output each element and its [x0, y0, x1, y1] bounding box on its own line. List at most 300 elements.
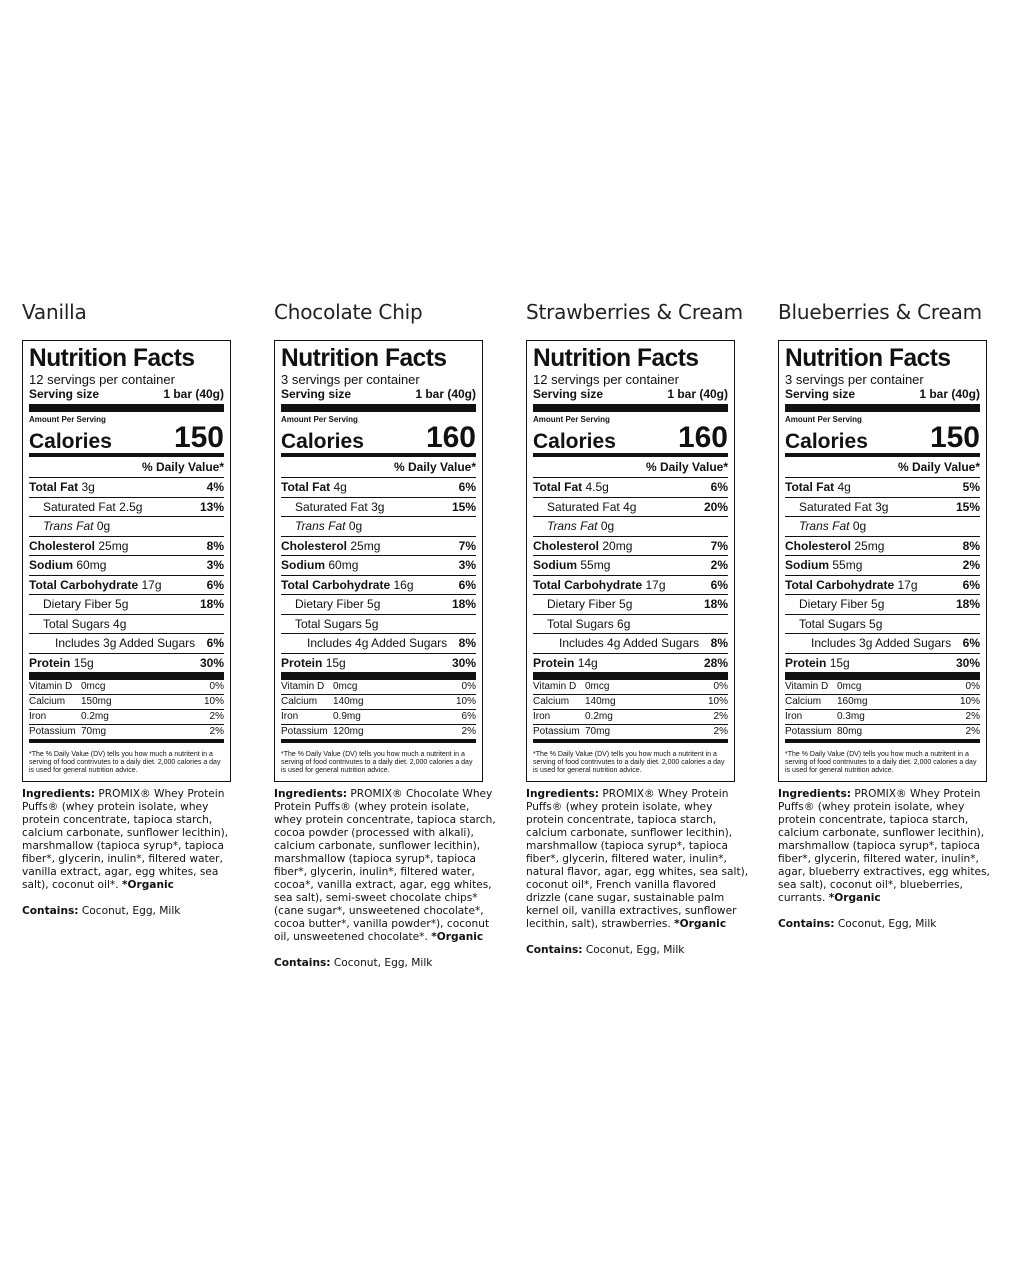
nutrient-amount: 0g [348, 519, 363, 533]
mineral-label: Vitamin D [281, 681, 325, 692]
nutrient-amount: 5g [869, 616, 883, 631]
nutrient-pct: 6% [962, 577, 980, 592]
nutrition-facts-title: Nutrition Facts [281, 344, 447, 372]
nutrient-amount: 55mg [832, 558, 863, 572]
amount-per-serving: Amount Per Serving [785, 415, 862, 424]
added-sugars-row [785, 634, 980, 654]
allergen-contains [274, 957, 498, 970]
sodium-row [785, 556, 980, 576]
nutrient-label: Total Sugars [43, 616, 110, 631]
nutrient-label: Total Fat [29, 480, 79, 494]
flavor-title: Blueberries & Cream [778, 300, 982, 324]
nutrient-amount: 14g [577, 655, 598, 670]
nutrient-label: Cholesterol [533, 538, 600, 553]
iron-row [281, 710, 476, 725]
product-column [274, 300, 498, 970]
calories-label: Calories [785, 430, 868, 453]
nutrient-label: Sodium [29, 558, 73, 572]
nutrient-amount: 5g [365, 616, 379, 631]
nutrient-label: Cholesterol [785, 538, 852, 553]
daily-value-header: % Daily Value* [785, 457, 980, 478]
added-sugars-row [29, 634, 224, 654]
servings-per-container: 12 servings per container [533, 372, 679, 387]
mineral-amount: 0.3mg [837, 711, 865, 722]
servings-per-container: 12 servings per container [29, 372, 175, 387]
nutrient-label: Trans Fat [547, 519, 598, 533]
includes-label: Includes [559, 636, 604, 650]
ingredients-label: Ingredients: [526, 788, 600, 800]
serving-size-value: 1 bar (40g) [667, 387, 728, 401]
nutrient-label: Saturated Fat [43, 499, 116, 514]
nutrient-label: Total Fat [281, 480, 331, 494]
organic-note: *Organic [828, 892, 881, 904]
nutrient-amount: 15g [325, 655, 346, 670]
calories-value: 150 [173, 421, 224, 454]
contains-label: Contains: [274, 957, 331, 969]
contains-list: Coconut, Egg, Milk [333, 957, 433, 969]
nutrient-label: Protein [281, 655, 323, 670]
nutrient-label: Dietary Fiber [295, 597, 364, 611]
nutrient-amount: 25mg [350, 538, 381, 553]
daily-value-footnote: *The % Daily Value (DV) tells you how much a nutritent in a serving of food contrivutes to a daily diet. 2,000 calories a day is used for general nutrition advice. [533, 751, 725, 774]
nutrient-pct: 7% [710, 538, 728, 553]
calcium-row [785, 695, 980, 710]
product-column [526, 300, 750, 957]
serving-size-value: 1 bar (40g) [415, 387, 476, 401]
daily-value-header: % Daily Value* [281, 457, 476, 478]
nutrient-amount: 4g [837, 480, 851, 494]
allergen-contains [526, 944, 750, 957]
flavor-title: Strawberries & Cream [526, 300, 743, 324]
nutrient-amount: 17g [141, 577, 162, 592]
calories-row [785, 421, 980, 457]
organic-note: *Organic [431, 931, 484, 943]
nutrition-facts-title: Nutrition Facts [785, 344, 951, 372]
nutrient-pct: 4% [206, 480, 224, 494]
nutrient-label: Total Fat [533, 480, 583, 494]
serving-size-row [29, 387, 224, 412]
mineral-label: Iron [533, 711, 551, 722]
cholesterol-row [785, 537, 980, 557]
nutrient-amount: 60mg [328, 558, 359, 572]
nutrient-label: Sodium [281, 558, 325, 572]
nutrient-pct: 6% [710, 577, 728, 592]
nutrient-label: Added Sugars [623, 636, 700, 650]
contains-label: Contains: [22, 905, 79, 917]
serving-size-value: 1 bar (40g) [163, 387, 224, 401]
calories-value: 160 [425, 421, 476, 454]
daily-value-footnote: *The % Daily Value (DV) tells you how much a nutritent in a serving of food contrivutes to a daily diet. 2,000 calories a day is used for general nutrition advice. [785, 751, 977, 774]
nutrient-pct: 28% [703, 655, 728, 670]
mineral-amount: 0mcg [585, 681, 610, 692]
nutrient-label: Total Sugars [547, 616, 614, 631]
dietary-fiber-row [785, 595, 980, 615]
mineral-pct: 2% [713, 726, 728, 737]
mineral-amount: 70mg [585, 726, 611, 737]
nutrient-label: Cholesterol [29, 538, 96, 553]
nutrition-facts-label [274, 340, 483, 782]
nutrient-pct: 30% [451, 655, 476, 670]
nutrient-pct: 30% [199, 655, 224, 670]
nutrient-pct: 15% [955, 499, 980, 514]
mineral-label: Potassium [533, 726, 580, 737]
nutrient-pct: 5% [962, 480, 980, 494]
mineral-pct: 0% [713, 681, 728, 692]
ingredients-label: Ingredients: [778, 788, 852, 800]
serving-size-label: Serving size [785, 387, 856, 401]
dietary-fiber-row [533, 595, 728, 615]
sodium-row [29, 556, 224, 576]
nutrient-label: Trans Fat [799, 519, 850, 533]
mineral-pct: 10% [707, 696, 728, 707]
contains-list: Coconut, Egg, Milk [81, 905, 181, 917]
mineral-amount: 150mg [81, 696, 112, 707]
nutrient-amount: 60mg [76, 558, 107, 572]
calories-value: 150 [929, 421, 980, 454]
contains-list: Coconut, Egg, Milk [837, 918, 937, 930]
nutrient-amount: 0g [96, 519, 111, 533]
cholesterol-row [29, 537, 224, 557]
total-fat-row [281, 478, 476, 498]
added-sugars-row [281, 634, 476, 654]
saturated-fat-row [785, 498, 980, 518]
iron-row [785, 710, 980, 725]
serving-size-label: Serving size [533, 387, 604, 401]
flavor-title: Vanilla [22, 300, 87, 324]
amount-per-serving: Amount Per Serving [281, 415, 358, 424]
mineral-amount: 120mg [333, 726, 364, 737]
nutrient-pct: 7% [458, 538, 476, 553]
nutrient-pct: 2% [710, 558, 728, 572]
nutrient-label: Dietary Fiber [547, 597, 616, 611]
serving-size-value: 1 bar (40g) [919, 387, 980, 401]
mineral-label: Iron [281, 711, 299, 722]
amount-per-serving: Amount Per Serving [533, 415, 610, 424]
nutrient-amount: 0g [852, 519, 867, 533]
ingredients-label: Ingredients: [274, 788, 348, 800]
mineral-label: Calcium [29, 696, 66, 707]
total-carbohydrate-row [533, 576, 728, 596]
nutrient-amount: 5g [367, 597, 381, 611]
nutrient-label: Dietary Fiber [799, 597, 868, 611]
nutrient-amount: 3g [103, 636, 117, 650]
nutrient-label: Saturated Fat [799, 499, 872, 514]
nutrient-label: Cholesterol [281, 538, 348, 553]
calories-label: Calories [29, 430, 112, 453]
trans-fat-row [785, 517, 980, 537]
nutrient-pct: 6% [458, 577, 476, 592]
calories-value: 160 [677, 421, 728, 454]
vitamin-d-row [533, 680, 728, 695]
contains-list: Coconut, Egg, Milk [585, 944, 685, 956]
nutrient-amount: 55mg [580, 558, 611, 572]
servings-per-container: 3 servings per container [785, 372, 924, 387]
nutrient-label: Sodium [785, 558, 829, 572]
nutrient-amount: 4g [113, 616, 127, 631]
mineral-pct: 0% [461, 681, 476, 692]
potassium-row [29, 725, 224, 743]
nutrient-pct: 15% [451, 499, 476, 514]
nutrient-label: Protein [29, 655, 71, 670]
total-sugars-row [281, 615, 476, 635]
mineral-amount: 0.2mg [585, 711, 613, 722]
calories-row [281, 421, 476, 457]
ingredients-text [778, 788, 1002, 905]
dietary-fiber-row [29, 595, 224, 615]
mineral-pct: 2% [461, 726, 476, 737]
nutrient-amount: 25mg [98, 538, 129, 553]
mineral-pct: 10% [203, 696, 224, 707]
nutrient-label: Total Sugars [799, 616, 866, 631]
iron-row [29, 710, 224, 725]
mineral-pct: 2% [965, 711, 980, 722]
nutrient-label: Protein [785, 655, 827, 670]
calories-row [29, 421, 224, 457]
mineral-amount: 80mg [837, 726, 863, 737]
nutrient-pct: 6% [206, 577, 224, 592]
mineral-label: Calcium [281, 696, 318, 707]
mineral-pct: 2% [209, 711, 224, 722]
nutrient-amount: 0g [600, 519, 615, 533]
saturated-fat-row [29, 498, 224, 518]
protein-row [29, 654, 224, 681]
trans-fat-row [29, 517, 224, 537]
nutrient-label: Total Fat [785, 480, 835, 494]
nutrient-amount: 4g [607, 636, 621, 650]
nutrient-amount: 25mg [854, 538, 885, 553]
product-column [22, 300, 246, 918]
vitamin-d-row [281, 680, 476, 695]
nutrient-amount: 3g [81, 480, 95, 494]
ingredients-text [22, 788, 246, 892]
nutrient-amount: 15g [73, 655, 94, 670]
flavor-title: Chocolate Chip [274, 300, 423, 324]
mineral-pct: 2% [965, 726, 980, 737]
mineral-amount: 140mg [585, 696, 616, 707]
saturated-fat-row [533, 498, 728, 518]
nutrient-amount: 3g [875, 499, 889, 514]
nutrient-pct: 8% [458, 636, 476, 650]
total-fat-row [29, 478, 224, 498]
vitamin-d-row [785, 680, 980, 695]
mineral-label: Iron [785, 711, 803, 722]
nutrient-label: Total Carbohydrate [785, 577, 895, 592]
serving-size-label: Serving size [281, 387, 352, 401]
nutrient-pct: 20% [703, 499, 728, 514]
ingredients-list: PROMIX® Whey Protein Puffs® (whey protein isolate, whey protein concentrate, tapioca starch, calcium carbonate, sunflower lecithin), marshmallow (tapioca syrup*, tapioca fiber*, glycerin, filtered water, inulin*, natural flavor, agar, egg whites, sea salt), coconut oil*, French vanilla flavored drizzle (cane sugar, sustainable palm kernel oil, vanilla extractives, sunflower lecithin, salt), strawberries. [526, 788, 749, 930]
mineral-pct: 2% [713, 711, 728, 722]
nutrient-amount: 3g [859, 636, 873, 650]
mineral-amount: 70mg [81, 726, 107, 737]
nutrient-label: Added Sugars [371, 636, 448, 650]
total-carbohydrate-row [29, 576, 224, 596]
calories-row [533, 421, 728, 457]
includes-label: Includes [811, 636, 856, 650]
contains-label: Contains: [778, 918, 835, 930]
nutrition-facts-title: Nutrition Facts [533, 344, 699, 372]
ingredients-list: PROMIX® Whey Protein Puffs® (whey protein isolate, whey protein concentrate, tapioca starch, calcium carbonate, sunflower lecithin), marshmallow (tapioca syrup*, tapioca fiber*, glycerin, inulin*, filtered water, vanilla extract, agar, egg whites, sea salt), coconut oil*. [22, 788, 229, 891]
serving-size-row [785, 387, 980, 412]
allergen-contains [22, 905, 246, 918]
total-fat-row [785, 478, 980, 498]
nutrient-label: Dietary Fiber [43, 597, 112, 611]
total-carbohydrate-row [281, 576, 476, 596]
contains-label: Contains: [526, 944, 583, 956]
mineral-pct: 10% [455, 696, 476, 707]
nutrient-pct: 8% [206, 538, 224, 553]
mineral-label: Vitamin D [533, 681, 577, 692]
sodium-row [533, 556, 728, 576]
mineral-pct: 0% [965, 681, 980, 692]
added-sugars-row [533, 634, 728, 654]
ingredients-list: PROMIX® Whey Protein Puffs® (whey protein isolate, whey protein concentrate, tapioca starch, calcium carbonate, sunflower lecithin), marshmallow (tapioca syrup*, tapioca fiber*, glycerin, filtered water, inulin*, agar, blueberry extractives, egg whites, sea salt), coconut oil*, blueberries, currants. [778, 788, 990, 904]
nutrient-label: Added Sugars [119, 636, 196, 650]
nutrient-pct: 2% [962, 558, 980, 572]
nutrient-label: Total Carbohydrate [29, 577, 139, 592]
mineral-amount: 0.2mg [81, 711, 109, 722]
nutrient-amount: 4g [333, 480, 347, 494]
total-sugars-row [785, 615, 980, 635]
serving-size-row [281, 387, 476, 412]
total-fat-row [533, 478, 728, 498]
mineral-label: Vitamin D [29, 681, 73, 692]
nutrient-amount: 3g [371, 499, 385, 514]
nutrient-label: Saturated Fat [547, 499, 620, 514]
nutrient-pct: 18% [451, 597, 476, 611]
nutrition-facts-label [778, 340, 987, 782]
amount-per-serving: Amount Per Serving [29, 415, 106, 424]
mineral-label: Vitamin D [785, 681, 829, 692]
ingredients-text [526, 788, 750, 931]
serving-size-label: Serving size [29, 387, 100, 401]
serving-size-row [533, 387, 728, 412]
daily-value-footnote: *The % Daily Value (DV) tells you how much a nutritent in a serving of food contrivutes to a daily diet. 2,000 calories a day is used for general nutrition advice. [29, 751, 221, 774]
nutrient-pct: 6% [206, 636, 224, 650]
nutrient-amount: 5g [619, 597, 633, 611]
mineral-amount: 0mcg [837, 681, 862, 692]
ingredients-list: PROMIX® Chocolate Whey Protein Puffs® (whey protein isolate, whey protein concentrate, tapioca starch, cocoa powder (processed with alkali), calcium carbonate, sunflower lecithin), marshmallow (tapioca syrup*, tapioca fiber*, glycerin, inulin*, filtered water, cocoa*, vanilla extract, agar, egg whites, sea salt), semi-sweet chocolate chips* (cane sugar*, unsweetened chocolate*, cocoa butter*, vanilla powder*), coconut oil, unsweetened chocolate*. [274, 788, 496, 943]
nutrient-pct: 6% [458, 480, 476, 494]
nutrition-facts-label [22, 340, 231, 782]
daily-value-footnote: *The % Daily Value (DV) tells you how much a nutritent in a serving of food contrivutes to a daily diet. 2,000 calories a day is used for general nutrition advice. [281, 751, 473, 774]
nutrient-amount: 15g [829, 655, 850, 670]
nutrient-label: Total Carbohydrate [533, 577, 643, 592]
protein-row [785, 654, 980, 681]
potassium-row [785, 725, 980, 743]
nutrient-pct: 18% [703, 597, 728, 611]
nutrient-amount: 4.5g [585, 480, 609, 494]
protein-row [281, 654, 476, 681]
mineral-label: Calcium [533, 696, 570, 707]
nutrition-facts-title: Nutrition Facts [29, 344, 195, 372]
nutrient-pct: 8% [962, 538, 980, 553]
nutrient-amount: 4g [623, 499, 637, 514]
nutrient-amount: 5g [871, 597, 885, 611]
nutrient-amount: 5g [115, 597, 129, 611]
saturated-fat-row [281, 498, 476, 518]
nutrient-pct: 3% [458, 558, 476, 572]
nutrient-label: Saturated Fat [295, 499, 368, 514]
total-sugars-row [533, 615, 728, 635]
nutrient-label: Added Sugars [875, 636, 952, 650]
calories-label: Calories [533, 430, 616, 453]
nutrition-facts-label [526, 340, 735, 782]
calories-label: Calories [281, 430, 364, 453]
nutrient-amount: 4g [355, 636, 369, 650]
mineral-pct: 0% [209, 681, 224, 692]
mineral-label: Calcium [785, 696, 822, 707]
total-sugars-row [29, 615, 224, 635]
vitamin-d-row [29, 680, 224, 695]
nutrient-label: Sodium [533, 558, 577, 572]
mineral-pct: 10% [959, 696, 980, 707]
nutrient-amount: 20mg [602, 538, 633, 553]
nutrient-amount: 16g [393, 577, 414, 592]
nutrient-pct: 3% [206, 558, 224, 572]
nutrient-amount: 6g [617, 616, 631, 631]
trans-fat-row [281, 517, 476, 537]
ingredients-label: Ingredients: [22, 788, 96, 800]
nutrient-amount: 17g [897, 577, 918, 592]
servings-per-container: 3 servings per container [281, 372, 420, 387]
cholesterol-row [533, 537, 728, 557]
potassium-row [533, 725, 728, 743]
iron-row [533, 710, 728, 725]
allergen-contains [778, 918, 1002, 931]
nutrient-pct: 30% [955, 655, 980, 670]
nutrient-pct: 18% [199, 597, 224, 611]
nutrient-pct: 8% [710, 636, 728, 650]
nutrient-label: Total Sugars [295, 616, 362, 631]
potassium-row [281, 725, 476, 743]
cholesterol-row [281, 537, 476, 557]
nutrient-pct: 6% [710, 480, 728, 494]
total-carbohydrate-row [785, 576, 980, 596]
mineral-amount: 0mcg [81, 681, 106, 692]
calcium-row [533, 695, 728, 710]
mineral-amount: 0mcg [333, 681, 358, 692]
nutrient-pct: 18% [955, 597, 980, 611]
includes-label: Includes [307, 636, 352, 650]
daily-value-header: % Daily Value* [533, 457, 728, 478]
protein-row [533, 654, 728, 681]
mineral-label: Potassium [281, 726, 328, 737]
calcium-row [29, 695, 224, 710]
nutrient-pct: 6% [962, 636, 980, 650]
mineral-label: Potassium [785, 726, 832, 737]
mineral-amount: 0.9mg [333, 711, 361, 722]
mineral-amount: 160mg [837, 696, 868, 707]
ingredients-text [274, 788, 498, 944]
nutrient-amount: 2.5g [119, 499, 143, 514]
product-column [778, 300, 1002, 931]
mineral-label: Iron [29, 711, 47, 722]
organic-note: *Organic [121, 879, 174, 891]
nutrient-label: Total Carbohydrate [281, 577, 391, 592]
mineral-label: Potassium [29, 726, 76, 737]
mineral-amount: 140mg [333, 696, 364, 707]
includes-label: Includes [55, 636, 100, 650]
dietary-fiber-row [281, 595, 476, 615]
nutrient-pct: 13% [199, 499, 224, 514]
nutrient-label: Protein [533, 655, 575, 670]
nutrient-amount: 17g [645, 577, 666, 592]
mineral-pct: 2% [209, 726, 224, 737]
daily-value-header: % Daily Value* [29, 457, 224, 478]
mineral-pct: 6% [461, 711, 476, 722]
calcium-row [281, 695, 476, 710]
sodium-row [281, 556, 476, 576]
